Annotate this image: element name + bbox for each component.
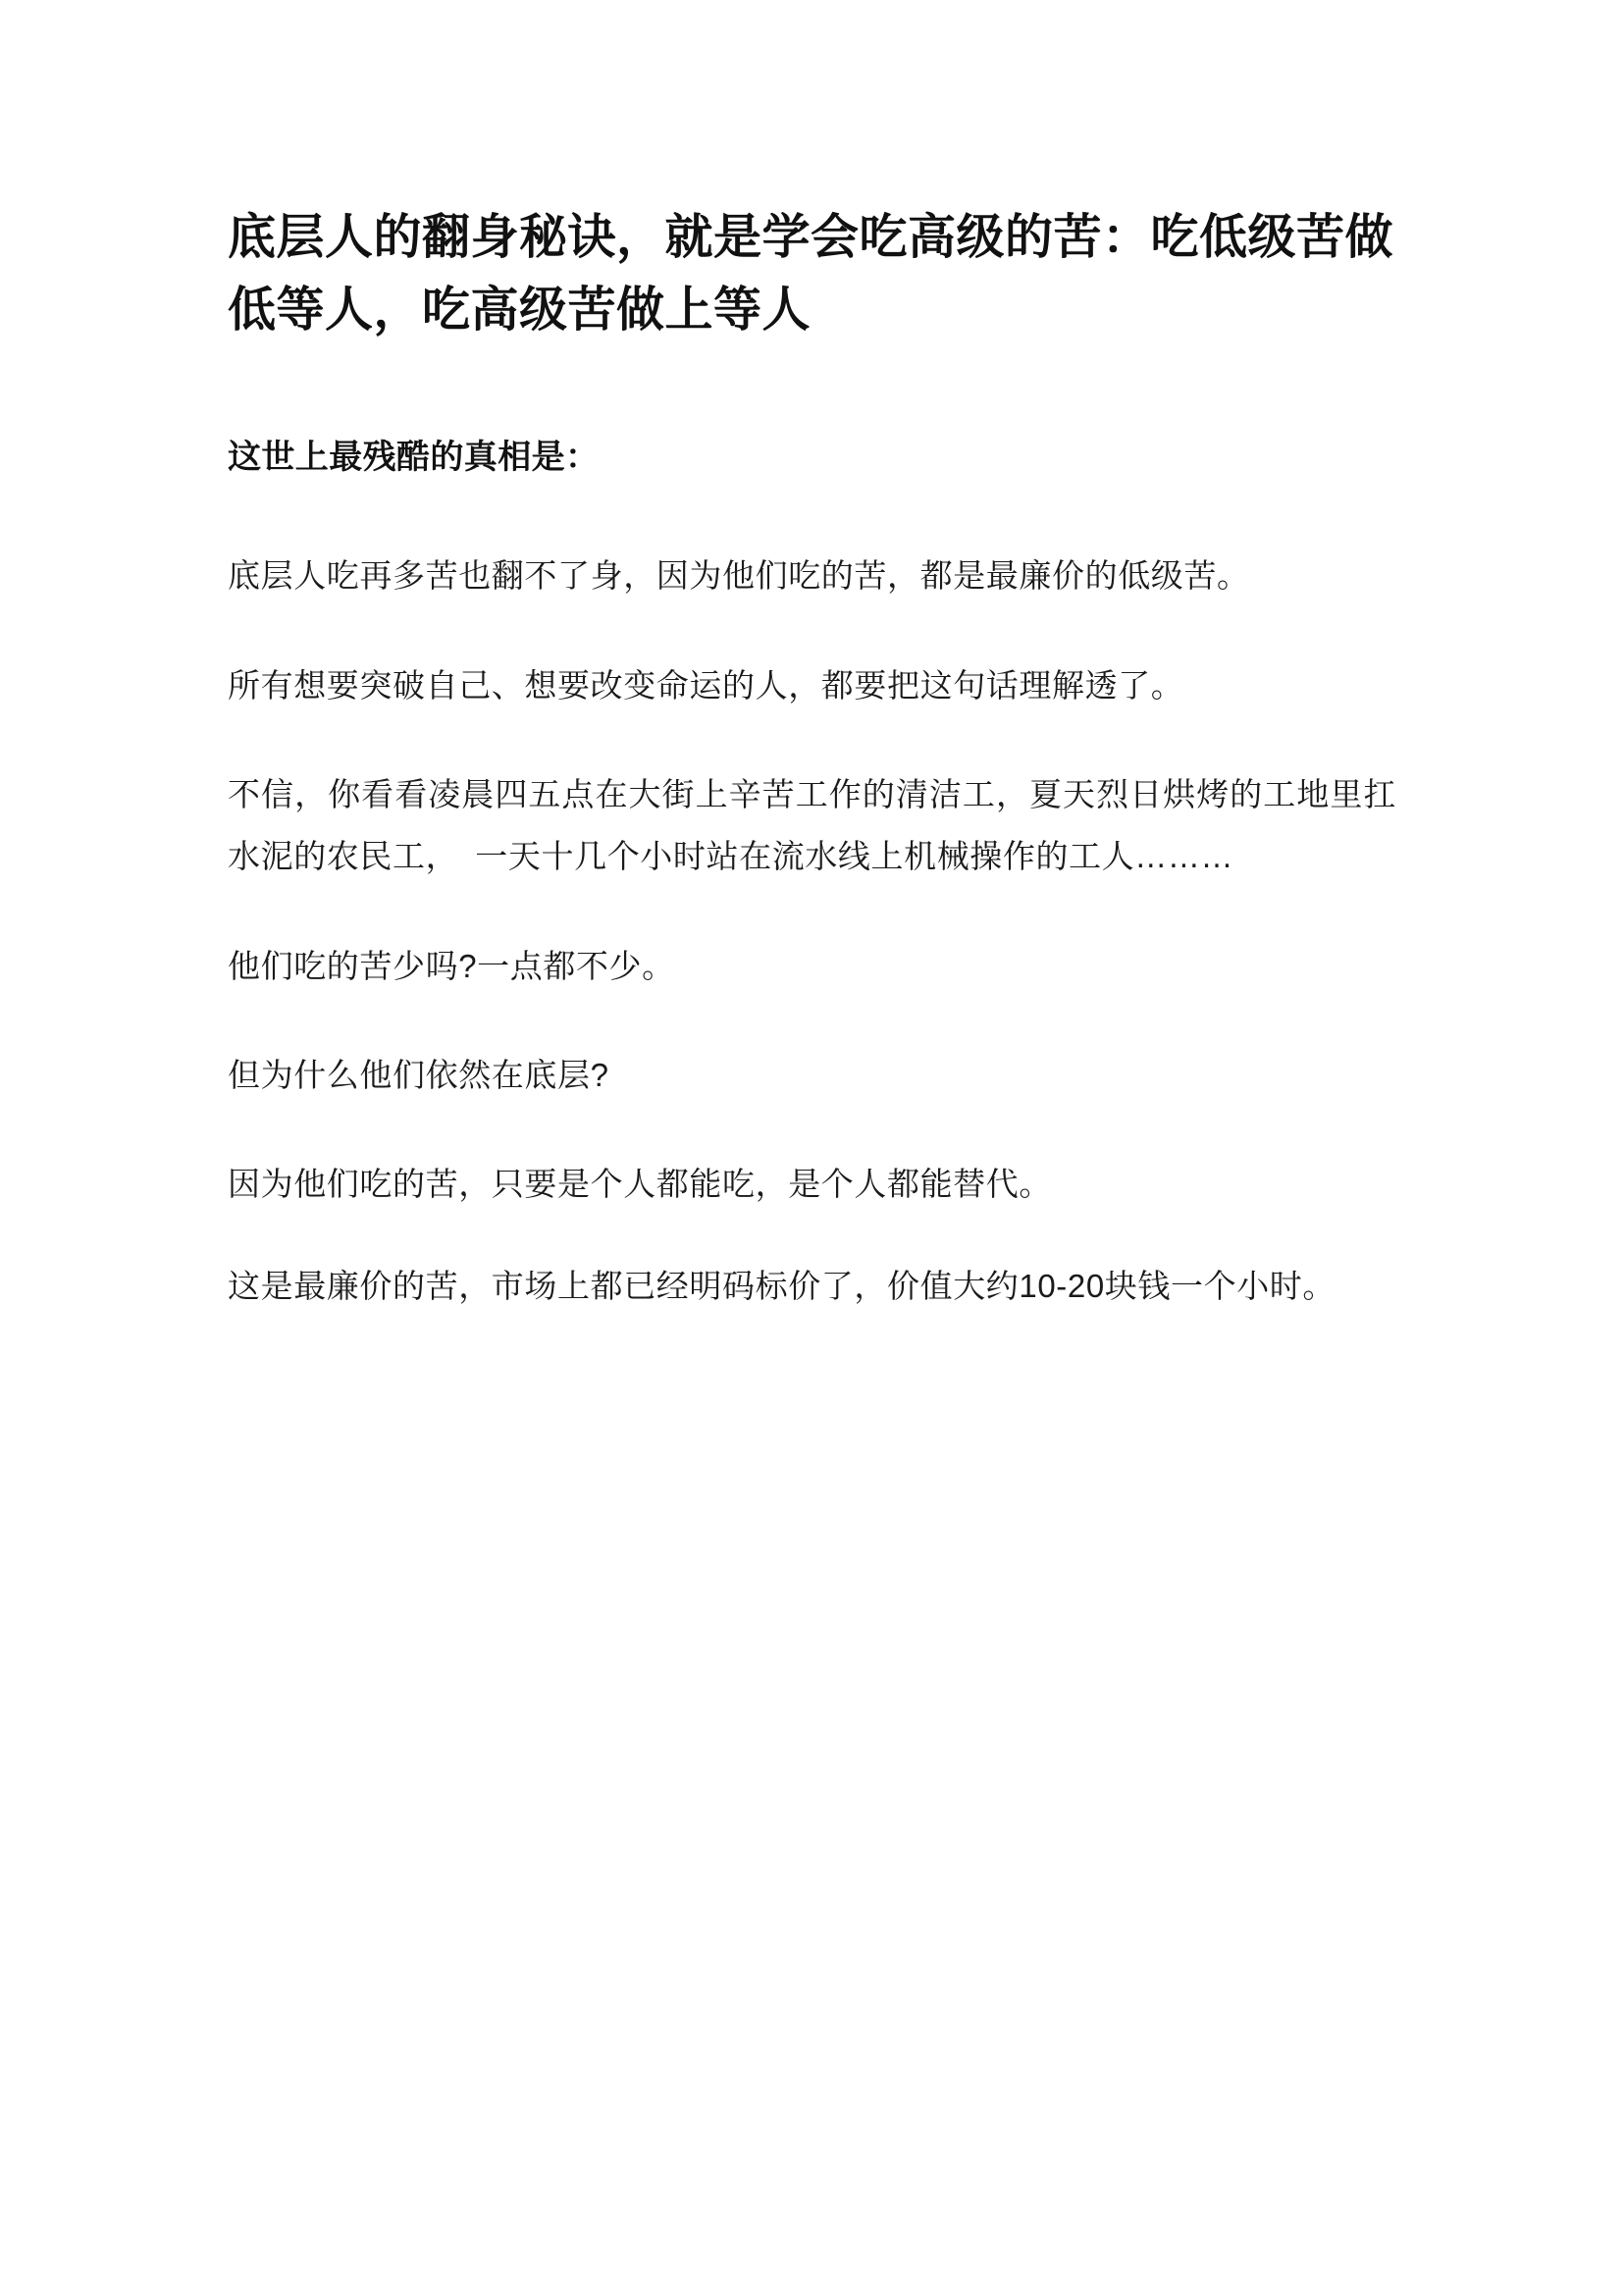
paragraph-2: 所有想要突破自己、想要改变命运的人，都要把这句话理解透了。 <box>228 666 1184 704</box>
paragraph-5: 但为什么他们依然在底层? <box>228 1057 609 1094</box>
paragraph-7: 这是最廉价的苦，市场上都已经明码标价了，价值大约10-20块钱一个小时。 <box>228 1267 1336 1304</box>
page-title: 底层人的翻身秘诀，就是学会吃高级的苦：吃低级苦做低等人，吃高级苦做上等人 <box>228 211 1394 338</box>
paragraph-1: 底层人吃再多苦也翻不了身，因为他们吃的苦，都是最廉价的低级苦。 <box>228 557 1250 595</box>
paragraph-4: 他们吃的苦少吗?一点都不少。 <box>228 947 675 984</box>
paragraph-6: 因为他们吃的苦，只要是个人都能吃，是个人都能替代。 <box>228 1166 1052 1203</box>
paragraph-3: 不信，你看看凌晨四五点在大街上辛苦工作的清洁工，夏天烈日烘烤的工地里扛水泥的农民工， 一天十几个小时站在流水线上机械操作的工人……… <box>228 776 1396 875</box>
section-heading: 这世上最残酷的真相是： <box>228 438 600 476</box>
